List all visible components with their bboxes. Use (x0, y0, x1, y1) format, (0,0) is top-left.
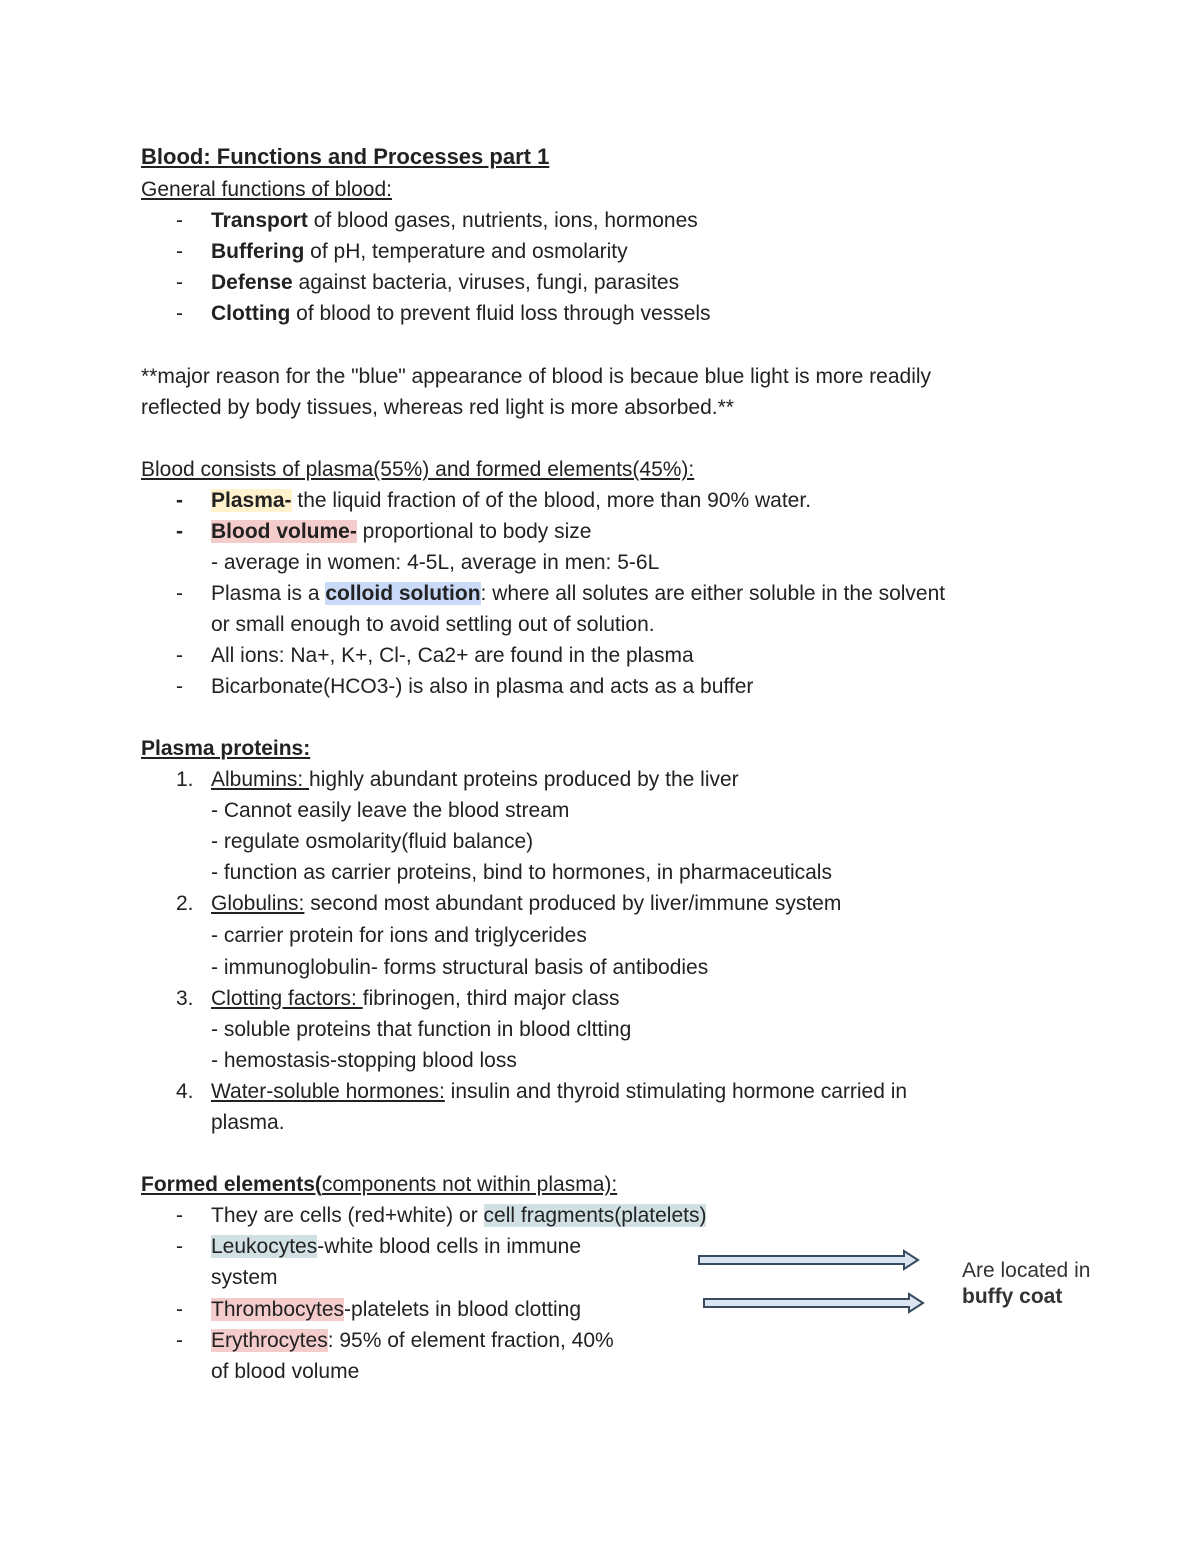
protein-term: Water-soluble hormones: (211, 1080, 445, 1103)
composition-heading: Blood consists of plasma(55%) and formed elements(45%): (141, 458, 695, 481)
right-arrow-icon (696, 1249, 922, 1271)
protein-term: Clotting factors: (211, 987, 363, 1010)
protein-text: highly abundant proteins produced by the liver (309, 768, 739, 791)
protein-sub: - Cannot easily leave the blood stream (211, 799, 570, 822)
list-item (211, 236, 628, 267)
list-item-text: of pH, temperature and osmolarity (304, 240, 628, 263)
protein-sub: - hemostasis-stopping blood loss (211, 1049, 517, 1072)
formed-heading-rest: components not within plasma): (321, 1173, 618, 1196)
blood-volume-sub: - average in women: 4-5L, average in men: 5-6L (211, 551, 660, 574)
colloid-pre: Plasma is a (211, 582, 326, 605)
list-item (211, 267, 679, 298)
protein-item-clotting-factors (211, 983, 620, 1014)
list-number: 2. (176, 892, 194, 915)
blood-volume-term: Blood volume- (211, 520, 357, 543)
erythrocytes-text: : 95% of element fraction, 40% (327, 1329, 614, 1352)
protein-sub: - immunoglobulin- forms structural basis of antibodies (211, 956, 709, 979)
list-bullet: - (176, 675, 183, 698)
plasma-proteins-heading: Plasma proteins: (141, 737, 311, 760)
blood-volume-item (211, 516, 591, 547)
list-item (211, 298, 711, 329)
buffy-coat-callout (962, 1258, 1090, 1310)
list-bullet: - (176, 1204, 183, 1227)
callout-line: Are located in (962, 1259, 1091, 1282)
list-bullet: - (176, 271, 183, 294)
colloid-item (211, 578, 945, 609)
formed-heading-bold: Formed elements( (141, 1173, 322, 1196)
cells-pre: They are cells (red+white) or (211, 1204, 484, 1227)
erythrocytes-term: Erythrocytes (211, 1329, 328, 1352)
page-title: Blood: Functions and Processes part 1 (141, 144, 550, 169)
protein-item-albumins (211, 764, 739, 795)
list-bullet: - (176, 1329, 183, 1352)
leukocytes-text: -white blood cells in immune (317, 1235, 582, 1258)
list-item-term: Transport (211, 209, 308, 232)
blood-volume-text: proportional to body size (356, 520, 592, 543)
ions-item: All ions: Na+, K+, Cl-, Ca2+ are found in the plasma (211, 644, 694, 667)
protein-term: Globulins: (211, 892, 305, 915)
list-bullet: - (176, 1298, 183, 1321)
leukocytes-term: Leukocytes (211, 1235, 318, 1258)
note-line: **major reason for the "blue" appearance of blood is becaue blue light is more readily (141, 365, 932, 388)
thrombocytes-term: Thrombocytes (211, 1298, 345, 1321)
list-bullet: - (176, 489, 183, 512)
plasma-term: Plasma- (211, 489, 292, 512)
leukocytes-line2: system (211, 1266, 278, 1289)
formed-elements-heading (141, 1169, 617, 1200)
protein-sub: - regulate osmolarity(fluid balance) (211, 830, 534, 853)
list-number: 4. (176, 1080, 194, 1103)
list-bullet: - (176, 240, 183, 263)
list-bullet: - (176, 1235, 183, 1258)
colloid-line2: or small enough to avoid settling out of solution. (211, 613, 655, 636)
protein-text: insulin and thyroid stimulating hormone carried in (444, 1080, 908, 1103)
colloid-post: : where all solutes are either soluble in the solvent (480, 582, 946, 605)
plasma-text: the liquid fraction of of the blood, more than 90% water. (291, 489, 812, 512)
list-item (211, 205, 698, 236)
list-item-text: of blood gases, nutrients, ions, hormones (307, 209, 698, 232)
protein-sub: plasma. (211, 1111, 285, 1134)
plasma-item (211, 485, 811, 516)
list-bullet: - (176, 209, 183, 232)
protein-term: Albumins: (211, 768, 310, 791)
list-bullet: - (176, 644, 183, 667)
list-item-term: Defense (211, 271, 293, 294)
protein-text: fibrinogen, third major class (362, 987, 620, 1010)
thrombocytes-text: -platelets in blood clotting (344, 1298, 582, 1321)
note-line: reflected by body tissues, whereas red light is more absorbed.** (141, 396, 734, 419)
cells-item (211, 1200, 706, 1231)
list-number: 3. (176, 987, 194, 1010)
protein-item-globulins (211, 888, 841, 919)
list-item-text: against bacteria, viruses, fungi, parasites (292, 271, 680, 294)
right-arrow-icon (701, 1292, 927, 1314)
callout-line: buffy coat (962, 1285, 1063, 1308)
thrombocytes-item (211, 1294, 581, 1325)
list-bullet: - (176, 302, 183, 325)
protein-text: second most abundant produced by liver/immune system (304, 892, 842, 915)
list-number: 1. (176, 768, 194, 791)
list-item-term: Buffering (211, 240, 305, 263)
list-bullet: - (176, 582, 183, 605)
general-functions-heading: General functions of blood: (141, 178, 392, 201)
list-bullet: - (176, 520, 183, 543)
protein-sub: - soluble proteins that function in blood cltting (211, 1018, 632, 1041)
colloid-term: colloid solution (325, 582, 481, 605)
list-item-term: Clotting (211, 302, 291, 325)
erythrocytes-item (211, 1325, 614, 1356)
protein-item-hormones (211, 1076, 907, 1107)
cells-highlight: cell fragments(platelets) (483, 1204, 707, 1227)
erythrocytes-line2: of blood volume (211, 1360, 360, 1383)
leukocytes-item (211, 1231, 581, 1262)
bicarbonate-item: Bicarbonate(HCO3-) is also in plasma and acts as a buffer (211, 675, 754, 698)
protein-sub: - carrier protein for ions and triglycerides (211, 924, 587, 947)
protein-sub: - function as carrier proteins, bind to hormones, in pharmaceuticals (211, 861, 832, 884)
list-item-text: of blood to prevent fluid loss through vessels (290, 302, 711, 325)
